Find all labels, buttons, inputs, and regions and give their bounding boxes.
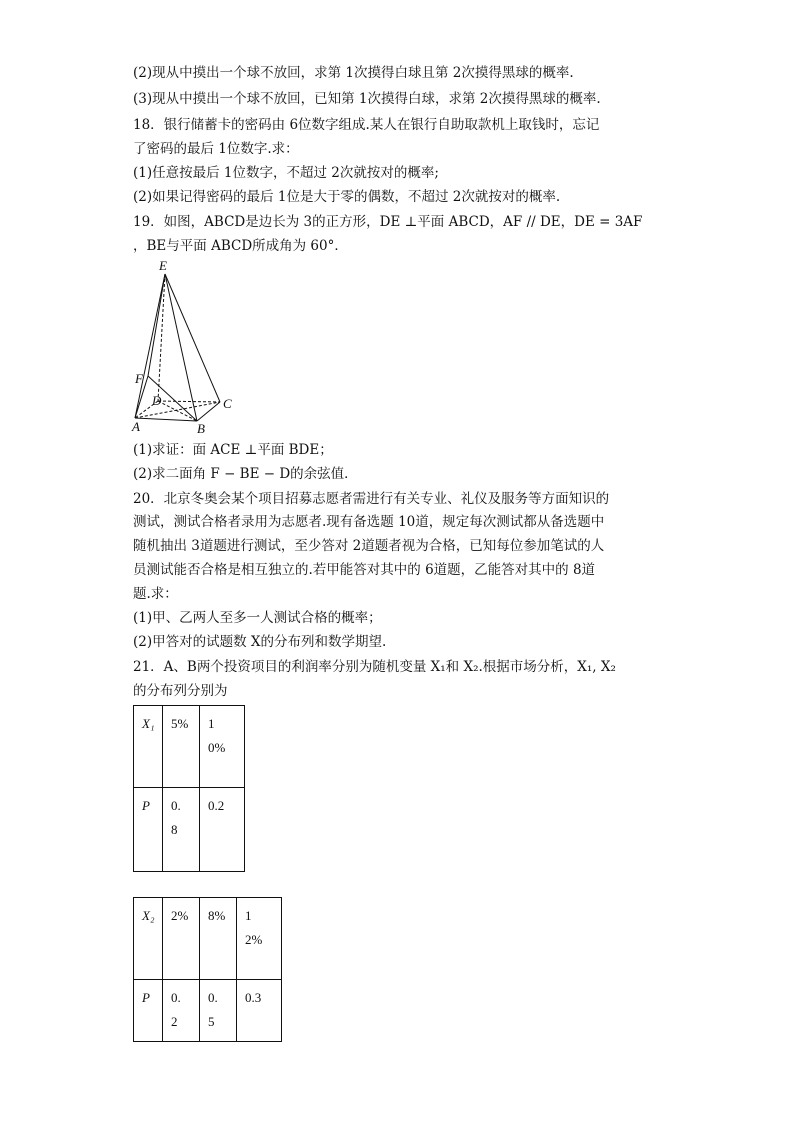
problem-19-stem-cont: ，BE与平面 ABCD所成角为 60°． xyxy=(133,238,348,254)
problem-20-stem-5: 题.求： xyxy=(133,586,178,602)
table1-value-2: 10% xyxy=(200,706,245,788)
pyramid-figure xyxy=(130,256,240,436)
problem-18-part-1: (1)任意按最后 1位数字，不超过 2次就按对的概率; xyxy=(133,165,439,181)
problem-19-stem: 19．如图，ABCD是边长为 3的正方形，DE ⊥平面 ABCD，AF // DE，DE = 3AF xyxy=(133,214,643,230)
problem-20-part-1: (1)甲、乙两人至多一人测试合格的概率； xyxy=(133,610,382,626)
problem-17-part-3: (3)现从中摸出一个球不放回，已知第 1次摸得白球，求第 2次摸得黑球的概率. xyxy=(133,91,601,107)
problem-20-stem-2: 测试，测试合格者录用为志愿者.现有备选题 10道，规定每次测试都从备选题中 xyxy=(133,514,605,530)
table2-prob-2: 0.5 xyxy=(200,980,237,1042)
problem-20-part-2: (2)甲答对的试题数 X的分布列和数学期望. xyxy=(133,634,387,650)
table1-p-label: P xyxy=(134,788,163,872)
table2-header: X₂ xyxy=(134,898,163,980)
problem-18-part-2: (2)如果记得密码的最后 1位是大于零的偶数，不超过 2次就按对的概率. xyxy=(133,189,561,205)
distribution-table-x2 xyxy=(133,897,282,1042)
table1-header: X₁ xyxy=(134,706,163,788)
table2-prob-3: 0.3 xyxy=(237,980,282,1042)
table2-value-2: 8% xyxy=(200,898,237,980)
label-A: A xyxy=(132,419,140,434)
distribution-table-x1 xyxy=(133,705,245,872)
problem-21-stem-2: 的分布列分别为 xyxy=(133,683,228,699)
table1-prob-2: 0.2 xyxy=(200,788,245,872)
problem-19-part-1: (1)求证：面 ACE ⊥平面 BDE； xyxy=(133,442,333,458)
problem-20-stem-3: 随机抽出 3道题进行测试，至少答对 2道题者视为合格，已知每位参加笔试的人 xyxy=(133,538,605,554)
label-C: C xyxy=(223,396,232,411)
problem-20-stem-4: 员测试能否合格是相互独立的.若甲能答对其中的 6道题，乙能答对其中的 8道 xyxy=(133,562,596,578)
table2-p-label: P xyxy=(134,980,163,1042)
problem-18-stem: 18．银行储蓄卡的密码由 6位数字组成.某人在银行自助取款机上取钱时，忘记 xyxy=(133,117,600,133)
problem-18-stem-cont: 了密码的最后 1位数字.求： xyxy=(133,141,299,157)
table2-value-1: 2% xyxy=(163,898,200,980)
problem-20-stem-1: 20．北京冬奥会某个项目招募志愿者需进行有关专业、礼仪及服务等方面知识的 xyxy=(133,491,610,507)
label-B: B xyxy=(197,421,205,436)
table2-value-3: 12% xyxy=(237,898,282,980)
table1-prob-1: 0.8 xyxy=(163,788,200,872)
table1-value-1: 5% xyxy=(163,706,200,788)
label-E: E xyxy=(159,258,167,273)
table2-prob-1: 0.2 xyxy=(163,980,200,1042)
problem-21-stem-1: 21．A、B两个投资项目的利润率分别为随机变量 X₁和 X₂.根据市场分析，X₁, X₂ xyxy=(133,659,616,675)
problem-17-part-2: (2)现从中摸出一个球不放回，求第 1次摸得白球且第 2次摸得黑球的概率. xyxy=(133,65,574,81)
label-F: F xyxy=(135,371,143,386)
problem-19-part-2: (2)求二面角 F − BE − D的余弦值． xyxy=(133,466,358,482)
label-D: D xyxy=(152,393,162,408)
